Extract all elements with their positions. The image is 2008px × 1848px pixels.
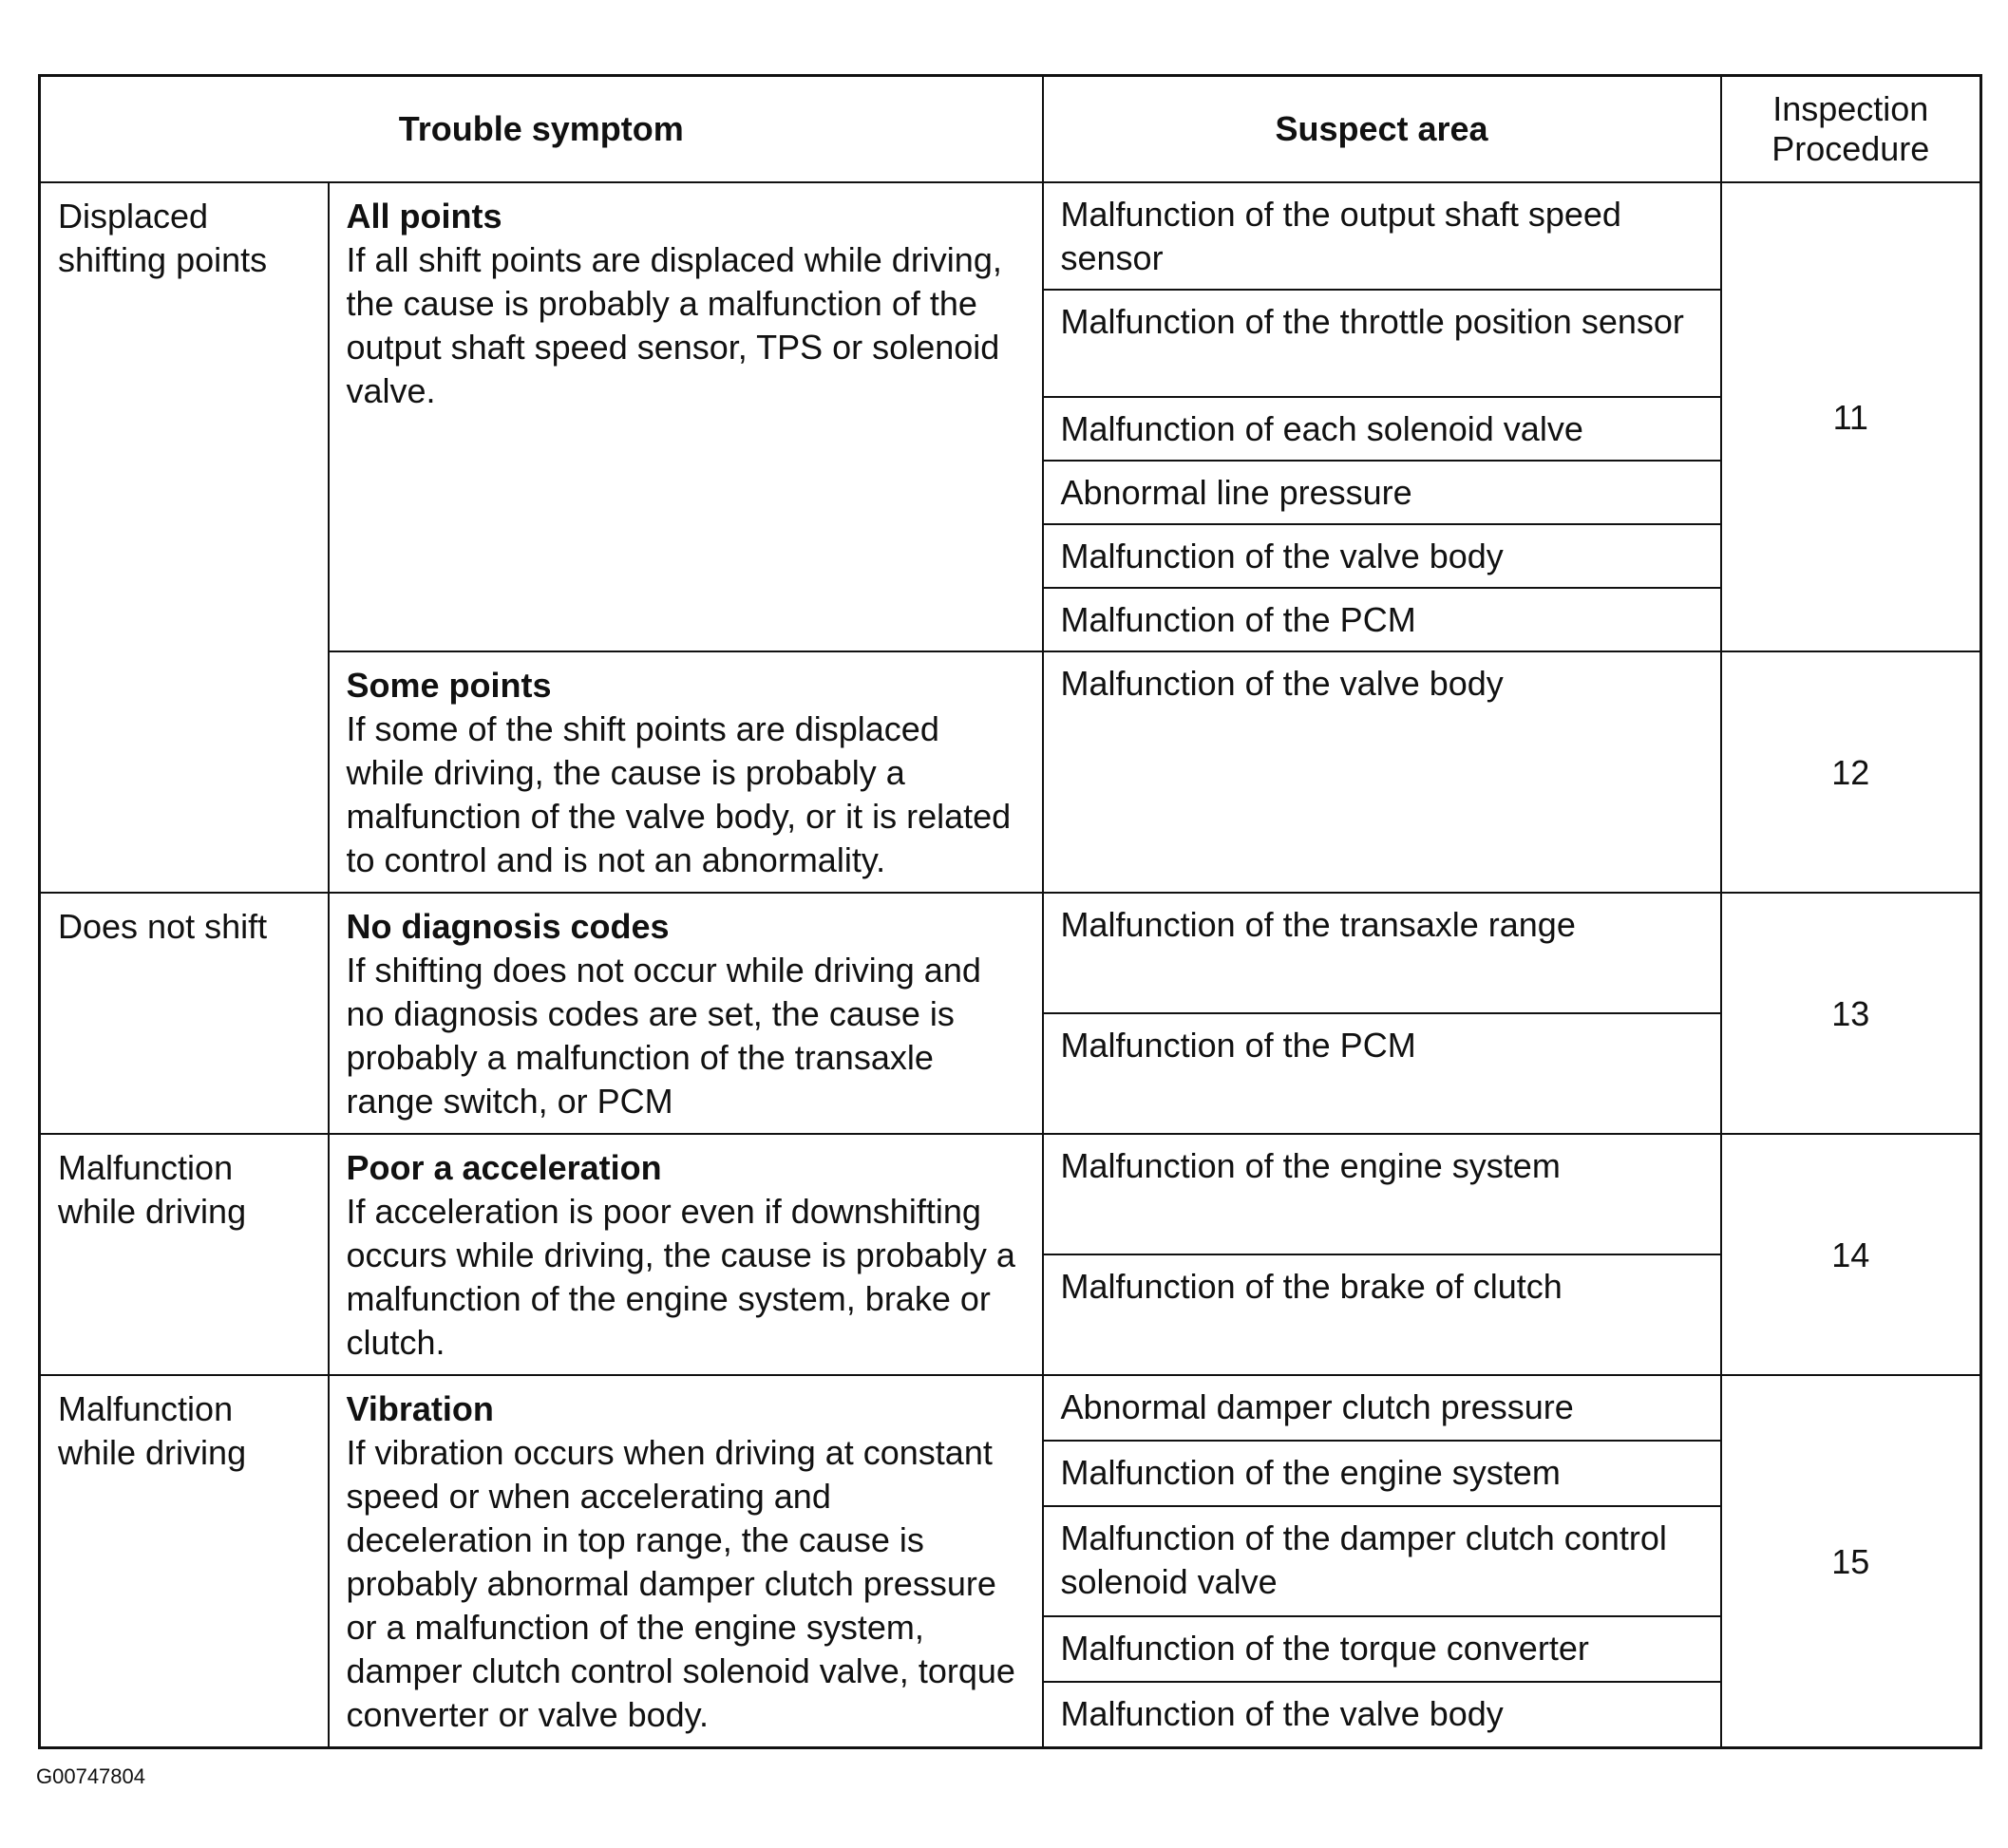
table-row bbox=[40, 182, 1981, 290]
suspect-area-cell: Malfunction of the output shaft speed sensor bbox=[1043, 182, 1721, 290]
suspect-area-cell: Abnormal line pressure bbox=[1043, 461, 1721, 524]
description-cell bbox=[329, 893, 1043, 1134]
description-cell bbox=[329, 182, 1043, 651]
suspect-area-header: Suspect area bbox=[1043, 76, 1721, 182]
description-text: If vibration occurs when driving at constant speed or when accelerating and deceleration in top range, the cause is probably abnormal damper clutch pressure or a malfunction of the engine system, damper clutch control solenoid valve, torque converter or valve body. bbox=[346, 1432, 1015, 1734]
suspect-area-cell: Malfunction of the PCM bbox=[1043, 1013, 1721, 1134]
table-row bbox=[40, 1134, 1981, 1254]
suspect-area-cell: Malfunction of the torque converter bbox=[1043, 1616, 1721, 1682]
procedure-number: 13 bbox=[1721, 893, 1981, 1134]
suspect-area-cell: Abnormal damper clutch pressure bbox=[1043, 1375, 1721, 1441]
description-cell bbox=[329, 1134, 1043, 1375]
suspect-area-cell: Malfunction of the engine system bbox=[1043, 1134, 1721, 1254]
suspect-area-cell: Malfunction of the brake of clutch bbox=[1043, 1254, 1721, 1375]
suspect-area-cell: Malfunction of the valve body bbox=[1043, 1682, 1721, 1747]
header-row bbox=[40, 76, 1981, 182]
suspect-area-cell: Malfunction of each solenoid valve bbox=[1043, 397, 1721, 461]
description-title: All points bbox=[346, 196, 502, 236]
table-row bbox=[40, 1375, 1981, 1441]
description-text: If acceleration is poor even if downshifting occurs while driving, the cause is probably a malfunction of the engine system, brake or clutch. bbox=[346, 1191, 1015, 1362]
suspect-area-cell: Malfunction of the PCM bbox=[1043, 588, 1721, 651]
description-title: No diagnosis codes bbox=[346, 906, 670, 946]
symptom-cell: Displaced shifting points bbox=[40, 182, 329, 893]
description-text: If shifting does not occur while driving and no diagnosis codes are set, the cause is probably a malfunction of the transaxle range switch, or PCM bbox=[346, 950, 981, 1121]
symptom-cell: Malfunction while driving bbox=[40, 1375, 329, 1748]
symptom-cell: Does not shift bbox=[40, 893, 329, 1134]
description-cell bbox=[329, 1375, 1043, 1748]
description-title: Poor a acceleration bbox=[346, 1147, 662, 1187]
symptom-cell: Malfunction while driving bbox=[40, 1134, 329, 1375]
suspect-area-cell: Malfunction of the valve body bbox=[1043, 651, 1721, 893]
figure-code: G00747804 bbox=[36, 1764, 145, 1788]
suspect-area-cell: Malfunction of the damper clutch control solenoid valve bbox=[1043, 1506, 1721, 1616]
trouble-symptom-header: Trouble symptom bbox=[40, 76, 1043, 182]
description-cell bbox=[329, 651, 1043, 893]
description-title: Some points bbox=[346, 665, 552, 705]
description-text: If some of the shift points are displaced while driving, the cause is probably a malfunction of the valve body, or it is related to control and is not an abnormality. bbox=[346, 708, 1012, 879]
diagnosis-table bbox=[38, 74, 1982, 1749]
suspect-area-cell: Malfunction of the throttle position sensor bbox=[1043, 290, 1721, 397]
procedure-number: 11 bbox=[1721, 182, 1981, 651]
table-row bbox=[40, 893, 1981, 1013]
table-row bbox=[40, 651, 1981, 893]
inspection-procedure-header: Inspection Procedure bbox=[1721, 76, 1981, 182]
suspect-area-cell: Malfunction of the transaxle range bbox=[1043, 893, 1721, 1013]
suspect-area-cell: Malfunction of the valve body bbox=[1043, 524, 1721, 588]
description-text: If all shift points are displaced while driving, the cause is probably a malfunction of the output shaft speed sensor, TPS or solenoid valve. bbox=[346, 239, 1002, 410]
procedure-number: 14 bbox=[1721, 1134, 1981, 1375]
procedure-number: 15 bbox=[1721, 1375, 1981, 1748]
suspect-area-cell: Malfunction of the engine system bbox=[1043, 1441, 1721, 1506]
procedure-number: 12 bbox=[1721, 651, 1981, 893]
description-title: Vibration bbox=[346, 1388, 494, 1428]
